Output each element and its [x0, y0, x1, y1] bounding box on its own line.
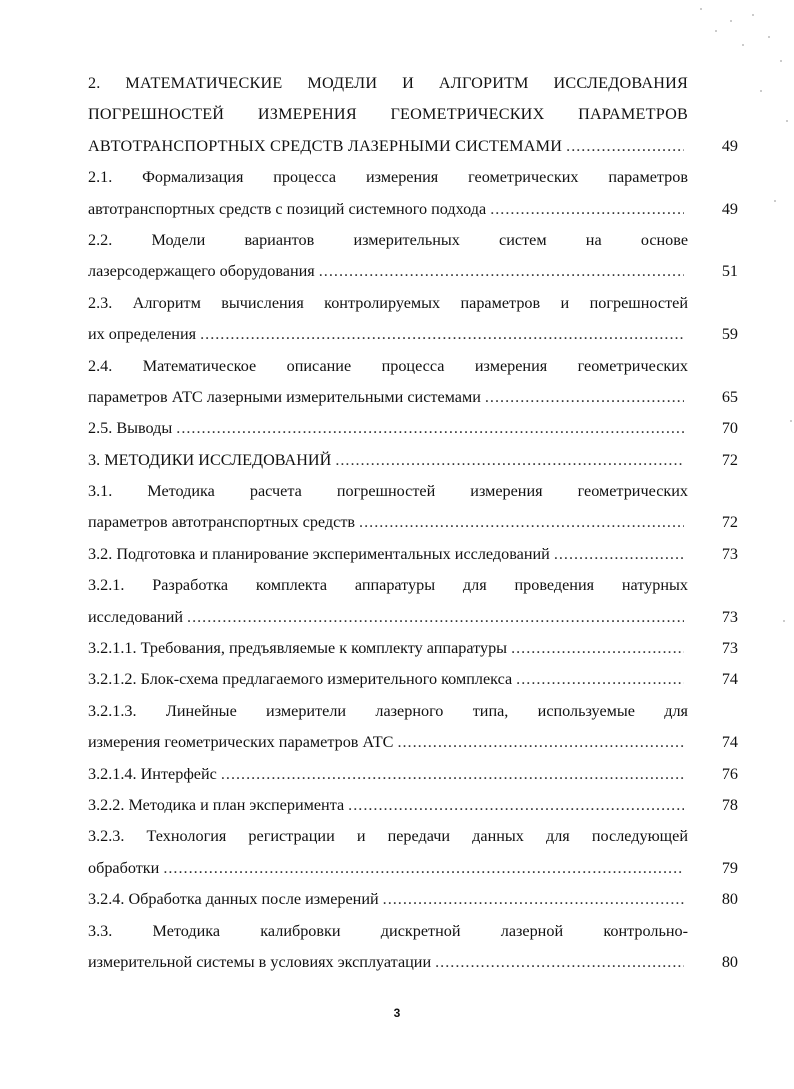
toc-entry-text: 3.2.2. Методика и план эксперимента — [88, 795, 345, 814]
toc-page-number: 73 — [721, 544, 738, 563]
dot-leader — [200, 319, 684, 350]
toc-entry-text: 2.1. Формализация процесса измерения геометрических параметров — [88, 168, 688, 187]
toc-entry — [88, 633, 738, 664]
toc-page-number: 65 — [721, 387, 738, 406]
scan-speck — [700, 8, 702, 10]
toc-entry-text: 2.2. Модели вариантов измерительных систем на основе — [88, 230, 688, 249]
dot-leader — [319, 256, 684, 287]
toc-entry-text: 3.2.3. Технология регистрации и передачи данных для последующей — [88, 827, 688, 846]
toc-page-number: 76 — [721, 764, 738, 783]
toc-page-number: 80 — [721, 952, 738, 971]
toc-page-number: 59 — [721, 325, 738, 344]
toc-entry — [88, 351, 738, 414]
dot-leader — [516, 664, 684, 695]
dot-leader — [435, 947, 684, 978]
scan-speck — [752, 14, 754, 16]
toc-entry-text: 2.4. Математическое описание процесса измерения геометрических — [88, 356, 688, 375]
table-of-contents — [88, 68, 738, 978]
dot-leader — [163, 853, 684, 884]
toc-entry-text: 3.2.1.1. Требования, предъявляемые к комплекту аппаратуры — [88, 639, 508, 658]
toc-page-number: 74 — [721, 733, 738, 752]
toc-entry — [88, 413, 738, 444]
toc-entry-text: 3.3. Методика калибровки дискретной лазерной контрольно- — [88, 921, 688, 940]
toc-entry-text: 3.2.1.3. Линейные измерители лазерного типа, используемые для — [88, 701, 688, 720]
toc-entry — [88, 790, 738, 821]
toc-entry-text: 2. МАТЕМАТИЧЕСКИЕ МОДЕЛИ И АЛГОРИТМ ИССЛЕДОВАНИЯ — [88, 74, 688, 92]
dot-leader — [566, 131, 684, 162]
toc-page-number: 49 — [721, 199, 738, 218]
toc-entry-text: 3. МЕТОДИКИ ИССЛЕДОВАНИЙ — [88, 450, 332, 469]
toc-page-number: 78 — [721, 795, 738, 814]
scan-speck — [790, 420, 792, 422]
dot-leader — [554, 539, 684, 570]
toc-entry — [88, 570, 738, 633]
toc-entry — [88, 821, 738, 884]
toc-entry-text: обработки — [88, 858, 160, 877]
toc-entry-text: 3.2.1.2. Блок-схема предлагаемого измерительного комплекса — [88, 670, 513, 689]
toc-page-number: 79 — [721, 858, 738, 877]
toc-entry-text: 3.2.1.4. Интерфейс — [88, 764, 217, 783]
dot-leader — [176, 413, 684, 444]
toc-entry-text: 3.2.1. Разработка комплекта аппаратуры для проведения натурных — [88, 576, 688, 595]
dot-leader — [187, 602, 684, 633]
dot-leader — [348, 790, 684, 821]
dot-leader — [397, 727, 684, 758]
toc-entry — [88, 884, 738, 915]
toc-entry — [88, 162, 738, 225]
toc-entry-text: АВТОТРАНСПОРТНЫХ СРЕДСТВ ЛАЗЕРНЫМИ СИСТЕМАМИ — [88, 136, 563, 155]
dot-leader — [490, 194, 684, 225]
toc-entry — [88, 476, 738, 539]
scan-speck — [730, 20, 732, 22]
toc-entry-text: их определения — [88, 325, 197, 344]
toc-page-number: 70 — [721, 419, 738, 438]
toc-entry — [88, 445, 738, 476]
toc-entry — [88, 68, 738, 162]
toc-entry-text: 3.1. Методика расчета погрешностей измерения геометрических — [88, 482, 688, 501]
dot-leader — [359, 507, 684, 538]
scan-speck — [774, 200, 776, 202]
dot-leader — [485, 382, 684, 413]
toc-page-number: 72 — [721, 513, 738, 532]
toc-page-number: 74 — [721, 670, 738, 689]
page-number: 3 — [393, 1006, 401, 1020]
scan-speck — [786, 120, 788, 122]
scan-speck — [768, 36, 770, 38]
toc-entry-text: измерения геометрических параметров АТС — [88, 733, 394, 752]
toc-entry — [88, 539, 738, 570]
toc-entry — [88, 696, 738, 759]
dot-leader — [383, 884, 684, 915]
toc-entry-text: 2.5. Выводы — [88, 419, 173, 438]
toc-entry — [88, 288, 738, 351]
toc-entry-text: 3.2.4. Обработка данных после измерений — [88, 890, 379, 909]
scan-speck — [783, 620, 785, 622]
toc-page-number: 80 — [721, 890, 738, 909]
toc-entry-text: автотранспортных средств с позиций системного подхода — [88, 199, 487, 218]
toc-entry-text: ПОГРЕШНОСТЕЙ ИЗМЕРЕНИЯ ГЕОМЕТРИЧЕСКИХ ПАРАМЕТРОВ — [88, 105, 688, 124]
toc-entry — [88, 916, 738, 979]
dot-leader — [511, 633, 684, 664]
toc-entry-text: исследований — [88, 607, 184, 626]
scan-speck — [760, 90, 762, 92]
dot-leader — [221, 759, 684, 790]
toc-page-number: 72 — [721, 450, 738, 469]
toc-entry-text: 2.3. Алгоритм вычисления контролируемых параметров и погрешностей — [88, 293, 688, 312]
toc-entry-text: 3.2. Подготовка и планирование экспериментальных исследований — [88, 544, 550, 563]
toc-entry-text: параметров АТС лазерными измерительными системами — [88, 387, 481, 406]
toc-entry-text: измерительной системы в условиях эксплуатации — [88, 952, 432, 971]
toc-page-number: 49 — [721, 136, 738, 155]
scan-speck — [715, 30, 717, 32]
toc-entry — [88, 664, 738, 695]
toc-entry-text: лазерсодержащего оборудования — [88, 262, 315, 281]
toc-page-number: 73 — [721, 607, 738, 626]
toc-entry — [88, 759, 738, 790]
toc-page-number: 51 — [721, 262, 738, 281]
toc-page-number: 73 — [721, 639, 738, 658]
toc-entry-text: параметров автотранспортных средств — [88, 513, 356, 532]
toc-entry — [88, 225, 738, 288]
scan-speck — [742, 44, 744, 46]
dot-leader — [335, 445, 684, 476]
scan-speck — [780, 60, 782, 62]
